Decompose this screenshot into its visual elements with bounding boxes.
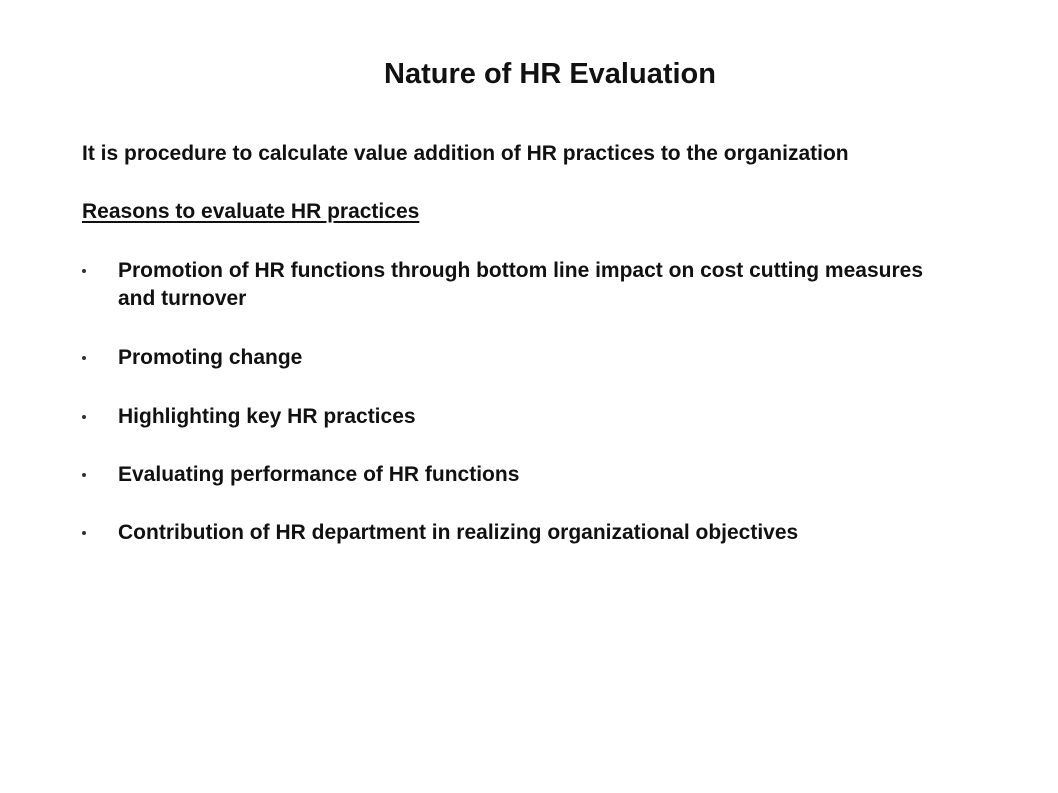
list-item	[82, 344, 942, 372]
list-item-text: Contribution of HR department in realizing organizational objectives	[118, 521, 799, 544]
bullet-icon	[82, 269, 86, 273]
list-item	[82, 461, 942, 489]
list-item	[82, 403, 942, 431]
list-item	[82, 257, 942, 313]
slide-content	[82, 140, 942, 547]
bullet-icon	[82, 415, 86, 419]
bullet-icon	[82, 356, 86, 360]
list-item-text: Highlighting key HR practices	[118, 405, 416, 428]
reasons-subheading: Reasons to evaluate HR practices	[82, 200, 420, 223]
list-item-text: Promotion of HR functions through bottom line impact on cost cutting measures and turnover	[118, 259, 924, 310]
list-item-text: Evaluating performance of HR functions	[118, 463, 520, 486]
bullet-icon	[82, 473, 86, 477]
list-item	[82, 519, 942, 547]
slide-title: Nature of HR Evaluation	[384, 58, 716, 90]
intro-text: It is procedure to calculate value addition of HR practices to the organization	[82, 142, 849, 165]
reasons-list	[82, 257, 942, 547]
bullet-icon	[82, 531, 86, 535]
list-item-text: Promoting change	[118, 346, 303, 369]
